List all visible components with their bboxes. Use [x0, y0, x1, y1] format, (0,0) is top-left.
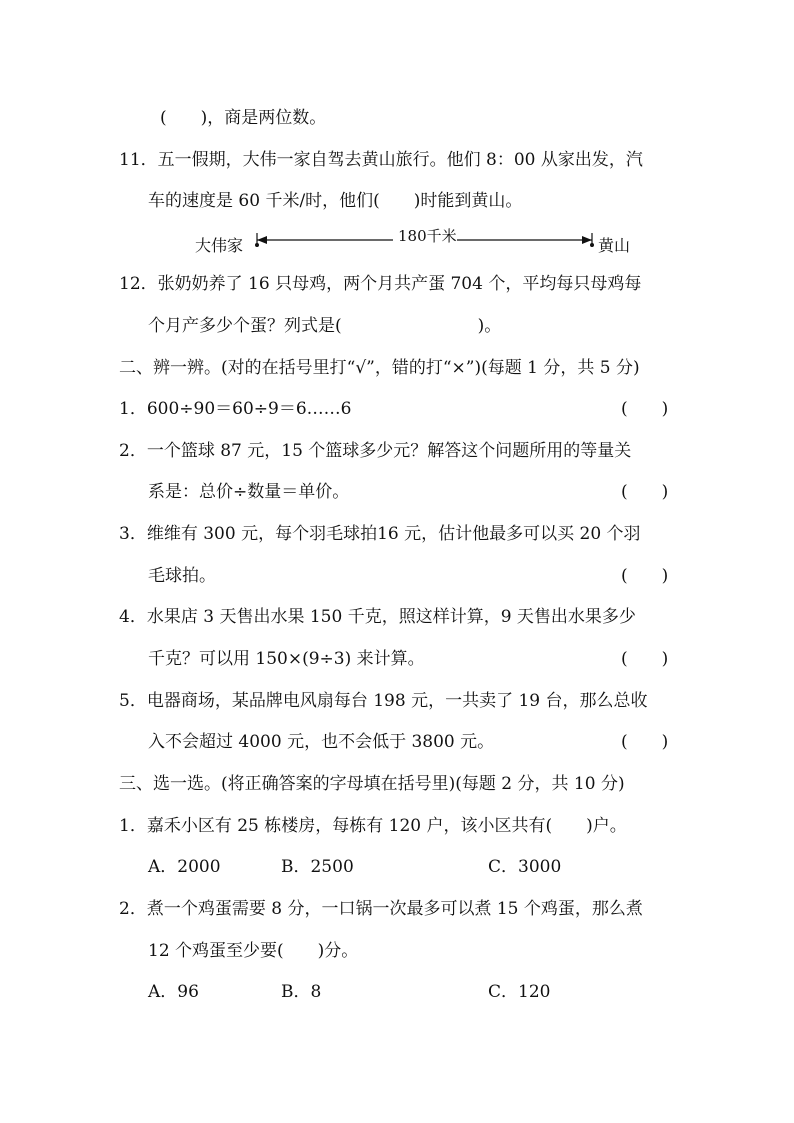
judge-q3-line2: 毛球拍。 [148, 566, 216, 586]
q11-line2: 车的速度是 60 千米/时，他们( )时能到黄山。 [148, 191, 523, 211]
judge-q3-blank[interactable]: ( ) [621, 566, 669, 586]
judge-q4-line1: 4．水果店 3 天售出水果 150 千克，照这样计算，9 天售出水果多少 [119, 607, 636, 627]
judge-q2-line2: 系是：总价÷数量＝单价。 [148, 482, 350, 502]
judge-q2-line1: 2．一个篮球 87 元，15 个篮球多少元？解答这个问题所用的等量关 [119, 441, 632, 461]
choice-q2-line1: 2．煮一个鸡蛋需要 8 分，一口锅一次最多可以煮 15 个鸡蛋，那么煮 [119, 899, 643, 919]
distance-diagram [195, 224, 655, 260]
judge-q2-blank[interactable]: ( ) [621, 482, 669, 502]
judge-q5-line2: 入不会超过 4000 元，也不会低于 3800 元。 [148, 732, 495, 752]
judge-q4-line2: 千克？可以用 150×(9÷3) 来计算。 [148, 649, 425, 669]
distance-label: 180千米 [398, 227, 457, 245]
start-point-dot [255, 243, 259, 247]
q12-line1: 12．张奶奶养了 16 只母鸡，两个月共产蛋 704 个，平均每只母鸡每 [119, 274, 642, 294]
choice-q2-option-a[interactable]: A．96 [148, 982, 199, 1002]
distance-arrow-left [257, 236, 267, 244]
q11-line1: 11．五一假期，大伟一家自驾去黄山旅行。他们 8：00 从家出发，汽 [119, 150, 643, 170]
judge-q1-blank[interactable]: ( ) [621, 399, 669, 419]
prev-question-tail: ( )，商是两位数。 [160, 108, 327, 128]
section2-heading: 二、辨一辨。(对的在括号里打“√”，错的打“×”)(每题 1 分，共 5 分) [119, 358, 640, 378]
judge-q3-line1: 3．维维有 300 元，每个羽毛球拍16 元，估计他最多可以买 20 个羽 [119, 524, 641, 544]
choice-q1-option-c[interactable]: C．3000 [488, 857, 562, 877]
choice-q2-option-b[interactable]: B．8 [281, 982, 322, 1002]
judge-q1: 1．600÷90＝60÷9＝6……6 [119, 399, 352, 419]
start-label: 大伟家 [195, 236, 244, 255]
choice-q1-option-a[interactable]: A．2000 [148, 857, 221, 877]
end-point-dot [590, 243, 594, 247]
choice-q2-line2: 12 个鸡蛋至少要( )分。 [148, 941, 359, 961]
end-label: 黄山 [598, 236, 631, 255]
choice-q2-option-c[interactable]: C．120 [488, 982, 551, 1002]
choice-q1: 1．嘉禾小区有 25 栋楼房，每栋有 120 户，该小区共有( )户。 [119, 816, 627, 836]
judge-q5-line1: 5．电器商场，某品牌电风扇每台 198 元，一共卖了 19 台，那么总收 [119, 691, 648, 711]
distance-arrow-right [582, 236, 592, 244]
q12-line2: 个月产多少个蛋？列式是( )。 [148, 316, 502, 336]
choice-q1-option-b[interactable]: B．2500 [281, 857, 354, 877]
section3-heading: 三、选一选。(将正确答案的字母填在括号里)(每题 2 分，共 10 分) [119, 774, 625, 794]
judge-q4-blank[interactable]: ( ) [621, 649, 669, 669]
judge-q5-blank[interactable]: ( ) [621, 732, 669, 752]
